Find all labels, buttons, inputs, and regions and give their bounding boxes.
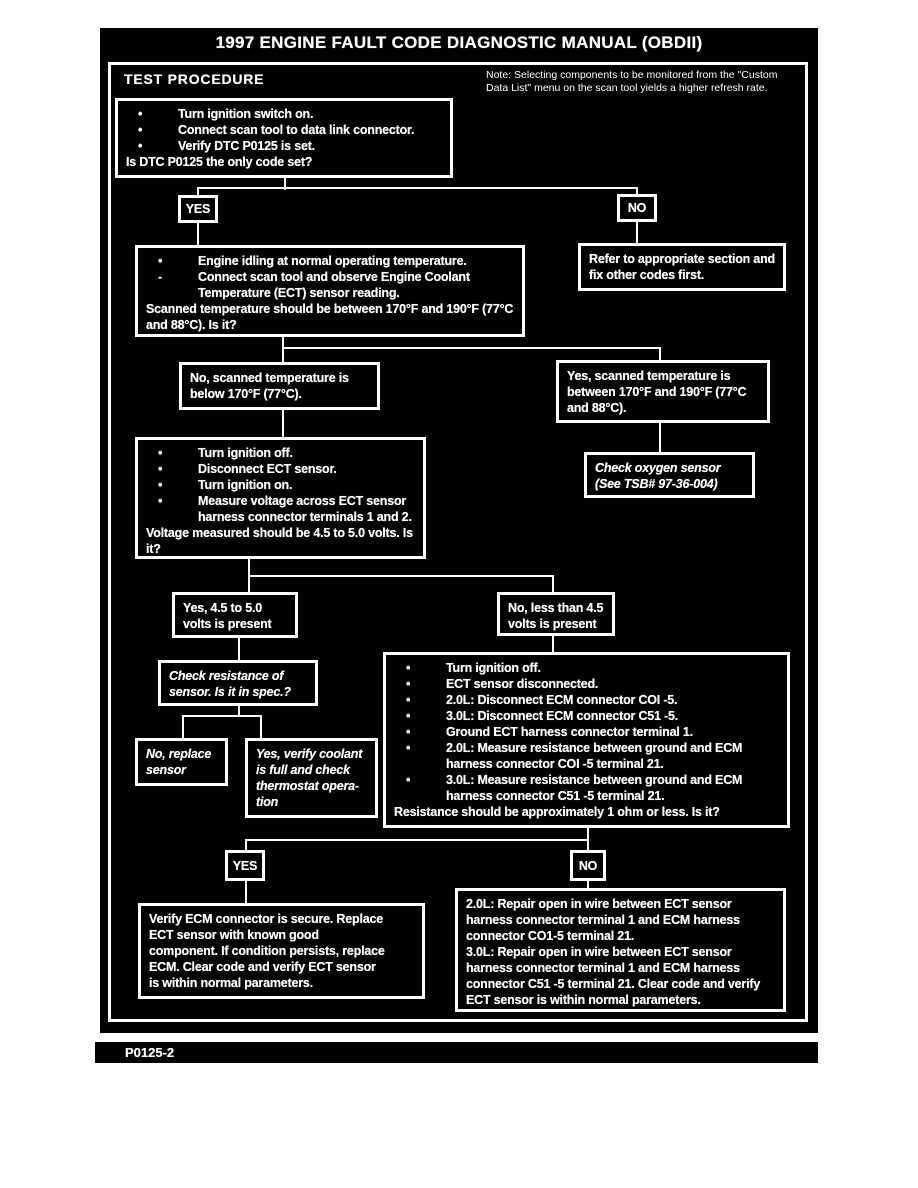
bullet-text: 3.0L: Disconnect ECM connector C51 -5. bbox=[446, 709, 679, 723]
bullet-marker: • bbox=[158, 446, 163, 460]
connector-line bbox=[260, 715, 262, 740]
flow-box-check-oxygen-sensor: Check oxygen sensor (See TSB# 97-36-004) bbox=[584, 452, 755, 498]
bullet-text: 2.0L: Disconnect ECM connector COI -5. bbox=[446, 693, 678, 707]
connector-line bbox=[282, 408, 284, 439]
box-question: Voltage measured should be 4.5 to 5.0 volts. Is it? bbox=[146, 526, 413, 556]
flow-box-refer-other-codes: Refer to appropriate section and fix other codes first. bbox=[578, 243, 786, 291]
branch-label-yes-1: YES bbox=[178, 195, 218, 223]
connector-line bbox=[245, 839, 588, 841]
connector-line bbox=[587, 826, 589, 852]
box-question: Is DTC P0125 the only code set? bbox=[126, 155, 313, 169]
branch-label-no-1: NO bbox=[617, 194, 657, 222]
connector-line bbox=[238, 636, 240, 662]
bullet-marker: • bbox=[138, 139, 143, 153]
bullet-text: Measure voltage across ECT sensor harness connector terminals 1 and 2. bbox=[198, 494, 412, 524]
bullet-text: Disconnect ECT sensor. bbox=[198, 462, 337, 476]
connector-line bbox=[197, 187, 638, 189]
bullet-marker: • bbox=[406, 725, 411, 739]
bullet-marker: • bbox=[406, 693, 411, 707]
bullet-marker: • bbox=[406, 741, 411, 755]
flow-box-measure-resistance bbox=[383, 652, 790, 828]
flow-box-temp-yes: Yes, scanned temperature is between 170°F and 190°F (77°C and 88°C). bbox=[556, 360, 770, 423]
bullet-marker: • bbox=[138, 123, 143, 137]
branch-label-no-2: NO bbox=[570, 850, 606, 881]
bullet-marker: • bbox=[158, 254, 163, 268]
flow-box-verify-dtc bbox=[115, 98, 453, 178]
bullet-marker: • bbox=[406, 677, 411, 691]
bullet-text: Turn ignition off. bbox=[198, 446, 293, 460]
connector-line bbox=[282, 347, 661, 349]
bullet-text: Engine idling at normal operating temperature. bbox=[198, 254, 467, 268]
footer-bar bbox=[95, 1042, 818, 1063]
repair-3-0l-text: 3.0L: Repair open in wire between ECT sensor harness connector terminal 1 and ECM harness connector C51 -5 terminal 21. Clear code and verify ECT sensor is within normal parameters. bbox=[466, 945, 761, 1007]
bullet-text: 3.0L: Measure resistance between ground and ECM harness connector C51 -5 terminal 21. bbox=[446, 773, 743, 803]
bullet-text: ECT sensor disconnected. bbox=[446, 677, 599, 691]
flow-box-replace-sensor: No, replace sensor bbox=[135, 738, 228, 786]
connector-line bbox=[245, 879, 247, 905]
connector-line bbox=[636, 220, 638, 245]
flow-box-outcome-replace: Verify ECM connector is secure. Replace ECT sensor with known good component. If condition persists, replace ECM. Clear code and verify ECT sensor is within normal parameters. bbox=[138, 903, 425, 999]
connector-line bbox=[552, 634, 554, 654]
bullet-marker: • bbox=[158, 478, 163, 492]
flow-box-volts-yes: Yes, 4.5 to 5.0 volts is present bbox=[172, 592, 298, 638]
bullet-text: Connect scan tool and observe Engine Coolant Temperature (ECT) sensor reading. bbox=[198, 270, 470, 300]
flow-box-temp-no: No, scanned temperature is below 170°F (77°C). bbox=[179, 362, 380, 410]
connector-line bbox=[197, 221, 199, 247]
connector-line bbox=[248, 575, 554, 577]
connector-line bbox=[248, 557, 250, 577]
bullet-marker: • bbox=[406, 661, 411, 675]
box-question: Scanned temperature should be between 170°F and 190°F (77°C and 88°C). Is it? bbox=[146, 302, 514, 332]
bullet-marker: • bbox=[158, 494, 163, 508]
note-text: Note: Selecting components to be monitored from the "Custom Data List" menu on the scan tool yields a higher refresh rate. bbox=[486, 69, 778, 94]
connector-line bbox=[659, 421, 661, 454]
connector-line bbox=[182, 715, 262, 717]
bullet-text: Ground ECT harness connector terminal 1. bbox=[446, 725, 693, 739]
flow-box-verify-coolant: Yes, verify coolant is full and check thermostat opera-tion bbox=[245, 738, 378, 818]
section-heading: TEST PROCEDURE bbox=[124, 71, 265, 87]
bullet-text: Verify DTC P0125 is set. bbox=[178, 139, 315, 153]
bullet-marker: • bbox=[406, 709, 411, 723]
bullet-text: 2.0L: Measure resistance between ground and ECM harness connector COI -5 terminal 21. bbox=[446, 741, 743, 771]
branch-label-yes-2: YES bbox=[225, 850, 265, 881]
flow-box-check-resistance: Check resistance of sensor. Is it in spec.? bbox=[158, 660, 318, 706]
bullet-marker: • bbox=[406, 773, 411, 787]
flow-box-engine-idling bbox=[135, 245, 525, 337]
page-title: 1997 ENGINE FAULT CODE DIAGNOSTIC MANUAL (OBDII) bbox=[215, 33, 703, 52]
flow-box-measure-voltage bbox=[135, 437, 426, 559]
connector-line bbox=[182, 715, 184, 740]
bullet-marker: - bbox=[158, 270, 162, 284]
repair-2-0l-text: 2.0L: Repair open in wire between ECT sensor harness connector terminal 1 and ECM harness connector CO1-5 terminal 21. bbox=[466, 897, 740, 943]
bullet-text: Turn ignition switch on. bbox=[178, 107, 314, 121]
bullet-text: Turn ignition on. bbox=[198, 478, 293, 492]
flow-box-volts-no: No, less than 4.5 volts is present bbox=[497, 592, 615, 636]
box-question: Resistance should be approximately 1 ohm or less. Is it? bbox=[394, 805, 720, 819]
bullet-text: Turn ignition off. bbox=[446, 661, 541, 675]
bullet-text: Connect scan tool to data link connector. bbox=[178, 123, 415, 137]
bullet-marker: • bbox=[138, 107, 143, 121]
page-code: P0125-2 bbox=[125, 1045, 175, 1060]
flow-box-outcome-repair bbox=[455, 888, 786, 1012]
bullet-marker: • bbox=[158, 462, 163, 476]
